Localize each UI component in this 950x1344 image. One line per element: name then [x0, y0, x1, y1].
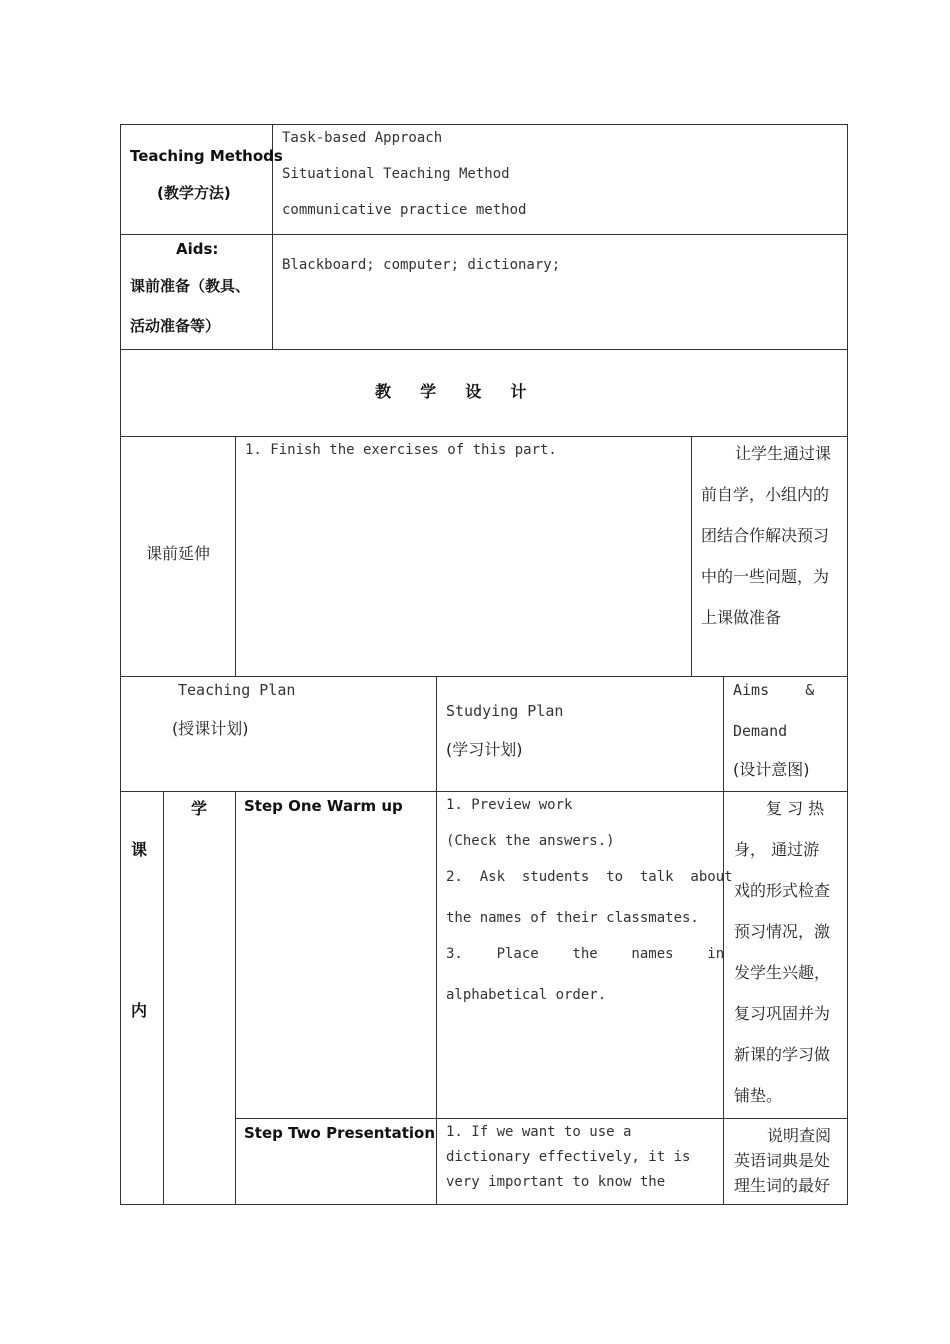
preview-aim-line: 上课做准备 [701, 608, 782, 627]
step-aim-line: 说明查阅 [767, 1126, 832, 1145]
table-rule [235, 436, 236, 677]
methods-label-zh: (教学方法) [157, 184, 231, 202]
table-rule [691, 436, 692, 677]
step-title: Step Two Presentation [244, 1124, 436, 1142]
side-label: 内 [131, 1001, 148, 1020]
table-rule [723, 676, 724, 1205]
table-rule [436, 676, 437, 1205]
step-aim-line: 身， 通过游 [734, 840, 820, 859]
step-line: 1. If we want to use a [446, 1124, 632, 1140]
step-aim-line: 复 习 热 [766, 799, 825, 818]
step-aim-line: 新课的学习做 [734, 1045, 831, 1064]
preview-aim-line: 中的一些问题，为 [701, 567, 830, 586]
side-label: 课 [131, 840, 148, 859]
step-aim-line: 铺垫。 [734, 1086, 783, 1105]
preview-label: 课前延伸 [146, 544, 211, 563]
step-aim-line: 戏的形式检查 [734, 881, 831, 900]
teaching-plan-label: Teaching Plan [178, 681, 296, 699]
aids-label: Aids: [176, 240, 219, 258]
preview-aim-line: 前自学，小组内的 [701, 485, 830, 504]
step-line: 3. Place the names in [446, 946, 725, 962]
step-aim-line: 英语词典是处 [734, 1151, 831, 1170]
table-rule [163, 791, 164, 1205]
aims-label: Aims & [733, 681, 815, 699]
step-line: (Check the answers.) [446, 833, 615, 849]
step-line: dictionary effectively, it is [446, 1149, 691, 1165]
table-rule [120, 791, 848, 792]
aids-label-zh: 活动准备等） [130, 317, 221, 335]
table-rule [120, 676, 848, 677]
table-rule [120, 436, 848, 437]
methods-label: Teaching Methods [130, 147, 283, 165]
aims-label-zh: (设计意图) [733, 760, 810, 779]
side-label: 学 [191, 799, 208, 818]
aids-label-zh: 课前准备（教具、 [130, 277, 251, 295]
table-rule [235, 791, 236, 1205]
step-aim-line: 理生词的最好 [734, 1176, 831, 1195]
step-aim-line: 复习巩固并为 [734, 1004, 831, 1023]
step-aim-line: 发学生兴趣， [734, 963, 831, 982]
table-rule [120, 234, 848, 235]
preview-aim-line: 团结合作解决预习 [701, 526, 830, 545]
table-rule [120, 349, 848, 350]
studying-plan-label: Studying Plan [446, 702, 564, 720]
step-line: very important to know the [446, 1174, 666, 1190]
design-title: 教 学 设 计 [375, 382, 533, 401]
preview-aim-line: 让学生通过课 [735, 444, 832, 463]
studying-plan-label-zh: (学习计划) [446, 740, 523, 759]
teaching-plan-label-zh: (授课计划) [172, 719, 249, 738]
method-item: communicative practice method [282, 202, 527, 218]
step-title: Step One Warm up [244, 797, 403, 815]
preview-task: 1. Finish the exercises of this part. [245, 442, 557, 458]
method-item: Situational Teaching Method [282, 166, 510, 182]
table-rule [120, 124, 848, 125]
aids-value: Blackboard; computer; dictionary; [282, 257, 561, 273]
step-line: the names of their classmates. [446, 910, 699, 926]
step-line: 1. Preview work [446, 797, 573, 813]
table-rule [120, 1204, 848, 1205]
table-rule [120, 124, 121, 1205]
table-rule [847, 124, 848, 1205]
method-item: Task-based Approach [282, 130, 443, 146]
step-aim-line: 预习情况，激 [734, 922, 831, 941]
step-line: alphabetical order. [446, 987, 607, 1003]
step-line: 2. Ask students to talk about [446, 869, 733, 885]
aims-label: Demand [733, 722, 788, 740]
table-rule [235, 1118, 848, 1119]
